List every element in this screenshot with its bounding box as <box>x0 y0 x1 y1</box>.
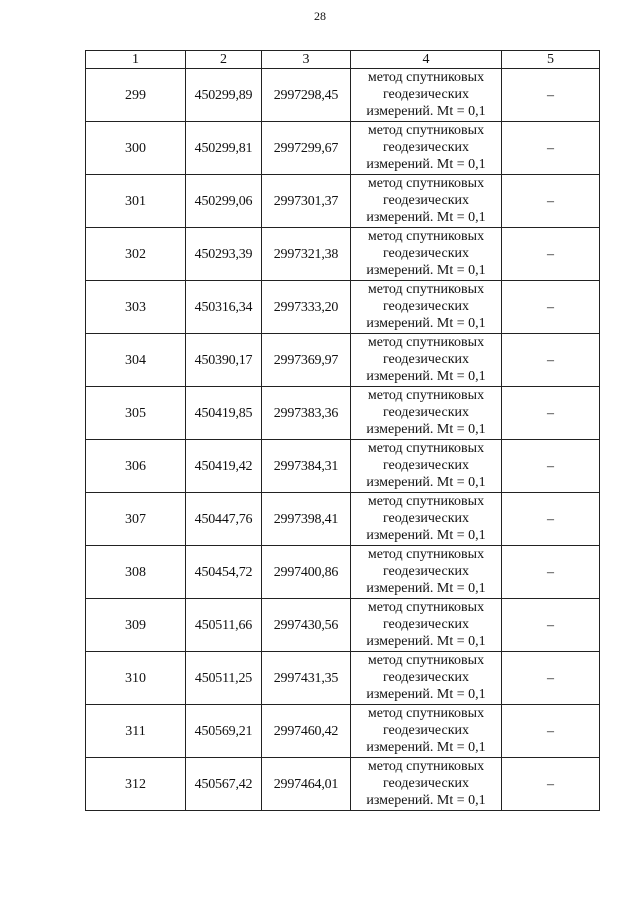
x-coordinate-cell: 450419,42 <box>186 440 262 493</box>
note-cell: – <box>502 599 600 652</box>
method-line: метод спутниковых <box>367 335 485 350</box>
method-line: метод спутниковых <box>367 229 485 244</box>
header-col-4: 4 <box>351 51 502 69</box>
note-cell: – <box>502 69 600 122</box>
note-cell: – <box>502 705 600 758</box>
point-number-cell: 303 <box>86 281 186 334</box>
method-line: метод спутниковых <box>367 547 485 562</box>
method-line: геодезических <box>382 299 469 314</box>
point-number-cell: 312 <box>86 758 186 811</box>
x-coordinate-cell: 450447,76 <box>186 493 262 546</box>
y-coordinate-cell: 2997299,67 <box>262 122 351 175</box>
table-row <box>86 546 600 599</box>
x-coordinate-cell: 450390,17 <box>186 334 262 387</box>
note-cell: – <box>502 175 600 228</box>
y-coordinate-cell: 2997460,42 <box>262 705 351 758</box>
y-coordinate-cell: 2997430,56 <box>262 599 351 652</box>
method-line: измерений. Mt = 0,1 <box>366 210 486 225</box>
method-cell <box>351 440 502 493</box>
table-row <box>86 122 600 175</box>
method-line: измерений. Mt = 0,1 <box>366 316 486 331</box>
y-coordinate-cell: 2997400,86 <box>262 546 351 599</box>
y-coordinate-cell: 2997398,41 <box>262 493 351 546</box>
method-line: геодезических <box>382 87 469 102</box>
y-coordinate-cell: 2997369,97 <box>262 334 351 387</box>
y-coordinate-cell: 2997431,35 <box>262 652 351 705</box>
method-line: геодезических <box>382 405 469 420</box>
method-line: метод спутниковых <box>367 282 485 297</box>
method-line: геодезических <box>382 458 469 473</box>
table-row <box>86 175 600 228</box>
y-coordinate-cell: 2997464,01 <box>262 758 351 811</box>
method-line: измерений. Mt = 0,1 <box>366 263 486 278</box>
method-cell <box>351 705 502 758</box>
method-cell <box>351 599 502 652</box>
table-header <box>86 51 600 69</box>
method-line: метод спутниковых <box>367 176 485 191</box>
x-coordinate-cell: 450293,39 <box>186 228 262 281</box>
method-line: геодезических <box>382 193 469 208</box>
header-col-1: 1 <box>86 51 186 69</box>
point-number-cell: 301 <box>86 175 186 228</box>
method-line: метод спутниковых <box>367 600 485 615</box>
method-cell <box>351 546 502 599</box>
point-number-cell: 305 <box>86 387 186 440</box>
y-coordinate-cell: 2997333,20 <box>262 281 351 334</box>
note-cell: – <box>502 387 600 440</box>
table-row <box>86 440 600 493</box>
point-number-cell: 304 <box>86 334 186 387</box>
method-line: метод спутниковых <box>367 494 485 509</box>
method-line: метод спутниковых <box>367 759 485 774</box>
method-line: метод спутниковых <box>367 388 485 403</box>
point-number-cell: 308 <box>86 546 186 599</box>
header-col-5: 5 <box>502 51 600 69</box>
method-line: измерений. Mt = 0,1 <box>366 475 486 490</box>
note-cell: – <box>502 758 600 811</box>
point-number-cell: 307 <box>86 493 186 546</box>
point-number-cell: 299 <box>86 69 186 122</box>
method-line: измерений. Mt = 0,1 <box>366 687 486 702</box>
x-coordinate-cell: 450299,06 <box>186 175 262 228</box>
table-row <box>86 334 600 387</box>
x-coordinate-cell: 450299,81 <box>186 122 262 175</box>
x-coordinate-cell: 450316,34 <box>186 281 262 334</box>
table-row <box>86 387 600 440</box>
y-coordinate-cell: 2997321,38 <box>262 228 351 281</box>
method-cell <box>351 175 502 228</box>
point-number-cell: 309 <box>86 599 186 652</box>
method-line: измерений. Mt = 0,1 <box>366 369 486 384</box>
method-line: измерений. Mt = 0,1 <box>366 740 486 755</box>
point-number-cell: 310 <box>86 652 186 705</box>
header-col-2: 2 <box>186 51 262 69</box>
y-coordinate-cell: 2997298,45 <box>262 69 351 122</box>
method-cell <box>351 758 502 811</box>
page-number: 28 <box>314 9 326 23</box>
method-line: измерений. Mt = 0,1 <box>366 793 486 808</box>
method-cell <box>351 493 502 546</box>
method-line: геодезических <box>382 352 469 367</box>
method-cell <box>351 387 502 440</box>
table-row <box>86 493 600 546</box>
note-cell: – <box>502 440 600 493</box>
note-cell: – <box>502 652 600 705</box>
y-coordinate-cell: 2997301,37 <box>262 175 351 228</box>
method-line: геодезических <box>382 511 469 526</box>
method-cell <box>351 69 502 122</box>
method-line: измерений. Mt = 0,1 <box>366 634 486 649</box>
method-cell <box>351 122 502 175</box>
point-number-cell: 300 <box>86 122 186 175</box>
note-cell: – <box>502 122 600 175</box>
method-cell <box>351 228 502 281</box>
method-line: метод спутниковых <box>367 653 485 668</box>
x-coordinate-cell: 450419,85 <box>186 387 262 440</box>
table-row <box>86 69 600 122</box>
method-line: метод спутниковых <box>367 441 485 456</box>
method-line: геодезических <box>382 776 469 791</box>
coordinates-table <box>85 50 600 811</box>
point-number-cell: 302 <box>86 228 186 281</box>
method-cell <box>351 652 502 705</box>
table-row <box>86 758 600 811</box>
table-body <box>86 69 600 811</box>
x-coordinate-cell: 450299,89 <box>186 69 262 122</box>
method-line: метод спутниковых <box>367 706 485 721</box>
method-line: метод спутниковых <box>367 123 485 138</box>
point-number-cell: 311 <box>86 705 186 758</box>
x-coordinate-cell: 450511,66 <box>186 599 262 652</box>
method-line: геодезических <box>382 140 469 155</box>
note-cell: – <box>502 281 600 334</box>
table-row <box>86 652 600 705</box>
header-col-3: 3 <box>262 51 351 69</box>
method-line: геодезических <box>382 246 469 261</box>
method-line: геодезических <box>382 617 469 632</box>
note-cell: – <box>502 228 600 281</box>
table-row <box>86 705 600 758</box>
method-line: измерений. Mt = 0,1 <box>366 528 486 543</box>
header-row <box>86 51 600 69</box>
point-number-cell: 306 <box>86 440 186 493</box>
y-coordinate-cell: 2997384,31 <box>262 440 351 493</box>
method-line: геодезических <box>382 564 469 579</box>
x-coordinate-cell: 450567,42 <box>186 758 262 811</box>
method-line: метод спутниковых <box>367 70 485 85</box>
method-line: измерений. Mt = 0,1 <box>366 157 486 172</box>
method-cell <box>351 281 502 334</box>
table-row <box>86 599 600 652</box>
method-cell <box>351 334 502 387</box>
method-line: геодезических <box>382 670 469 685</box>
x-coordinate-cell: 450454,72 <box>186 546 262 599</box>
table-row <box>86 228 600 281</box>
y-coordinate-cell: 2997383,36 <box>262 387 351 440</box>
x-coordinate-cell: 450511,25 <box>186 652 262 705</box>
note-cell: – <box>502 493 600 546</box>
method-line: измерений. Mt = 0,1 <box>366 104 486 119</box>
note-cell: – <box>502 546 600 599</box>
method-line: измерений. Mt = 0,1 <box>366 422 486 437</box>
note-cell: – <box>502 334 600 387</box>
method-line: измерений. Mt = 0,1 <box>366 581 486 596</box>
table-row <box>86 281 600 334</box>
x-coordinate-cell: 450569,21 <box>186 705 262 758</box>
method-line: геодезических <box>382 723 469 738</box>
